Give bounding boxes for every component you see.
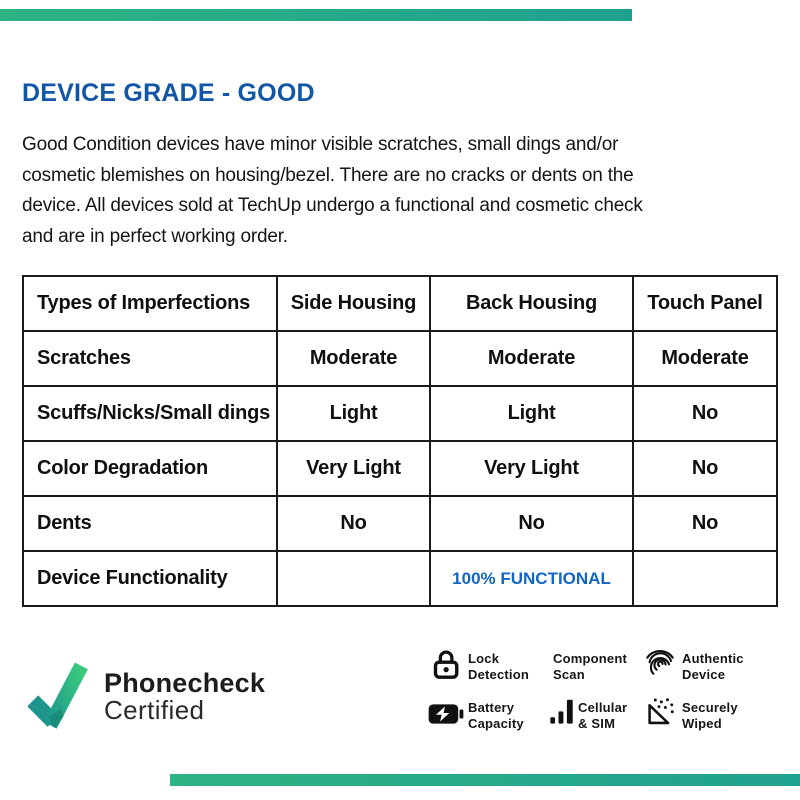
table-cell: Moderate [431,332,632,385]
badge-securely-wiped: Securely Wiped [682,700,738,731]
bottom-accent-bar [170,774,800,786]
row-label: Dents [24,497,276,550]
column-header: Types of Imperfections [24,277,276,330]
description-line: and are in perfect working order. [22,225,288,247]
badge-lock-detection: Lock Detection [468,651,530,682]
battery-icon [428,702,464,726]
wipe-icon [644,696,676,728]
row-label: Scratches [24,332,276,385]
table-cell: No [634,497,776,550]
description-line: cosmetic blemishes on housing/bezel. There are no cracks or dents on the [22,164,634,186]
phonecheck-wordmark [104,670,265,724]
table-cell: Very Light [278,442,429,495]
certified-text: Certified [104,695,205,725]
phonecheck-brand-text: Phonecheck [104,668,266,698]
badge-component-scan: Component Scan [553,651,628,682]
column-header: Side Housing [278,277,429,330]
fingerprint-icon [644,646,676,680]
table-cell: No [278,497,429,550]
checkmark-icon [28,660,92,734]
table-cell: Light [431,387,632,440]
badge-battery-capacity: Battery Capacity [468,700,524,731]
table-cell: Very Light [431,442,632,495]
row-label: Color Degradation [24,442,276,495]
imperfections-table [22,275,778,607]
column-header: Touch Panel [634,277,776,330]
description-line: device. All devices sold at TechUp undergo a functional and cosmetic check [22,195,643,216]
phonecheck-certified-logo [28,656,268,736]
table-cell: Moderate [278,332,429,385]
table-cell [278,552,429,605]
condition-description [22,130,643,252]
description-line: Good Condition devices have minor visible scratches, small dings and/or [22,134,619,155]
row-label: Device Functionality [24,552,276,605]
table-cell: Moderate [634,332,776,385]
signal-bars-icon [549,698,575,726]
row-label: Scuffs/Nicks/Small dings [24,387,276,440]
table-cell: No [634,387,776,440]
page-title: DEVICE GRADE - GOOD [22,79,315,107]
lock-icon [431,647,461,681]
badge-authentic-device: Authentic Device [682,651,744,682]
top-accent-bar [0,9,632,21]
functional-status-cell: 100% FUNCTIONAL [431,552,632,605]
table-cell: No [431,497,632,550]
badge-cellular-sim: Cellular & SIM [578,700,628,731]
table-cell: Light [278,387,429,440]
column-header: Back Housing [431,277,632,330]
table-cell [634,552,776,605]
table-cell: No [634,442,776,495]
